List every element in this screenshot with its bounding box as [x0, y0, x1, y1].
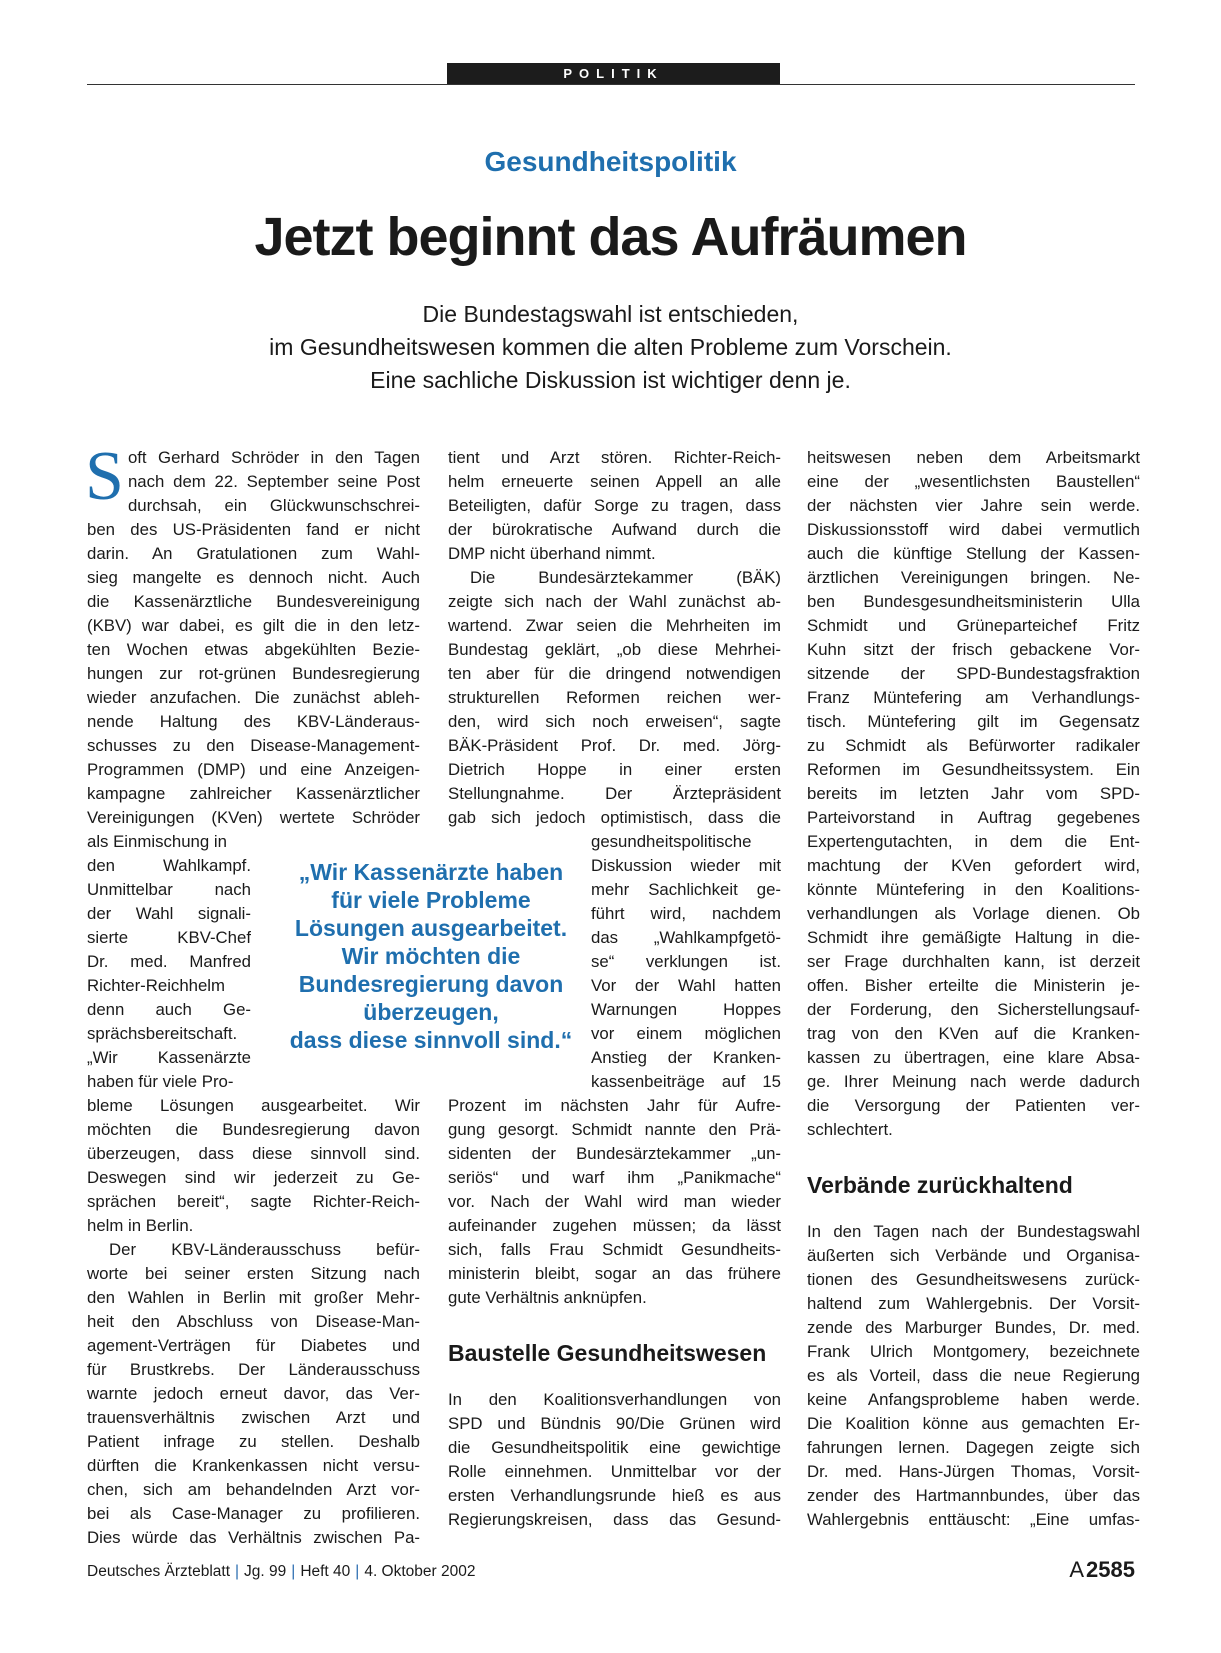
text-line: ben des US-Präsidenten fand er nicht — [87, 520, 420, 539]
text-line: die Kassenärztliche Bundesvereinigung — [87, 592, 420, 611]
text-line: der Forderung, den Sicherstellungsauf- — [807, 1000, 1140, 1019]
text-line: Rolle einnehmen. Unmittelbar vor der — [448, 1462, 781, 1481]
pull-quote-line: Wir möchten die — [341, 943, 521, 969]
text-line: helm in Berlin. — [87, 1216, 194, 1235]
text-line: ser Frage durchhalten kann, ist derzeit — [807, 952, 1140, 971]
text-line: BÄK-Präsident Prof. Dr. med. Jörg- — [448, 736, 781, 755]
text-line: darin. An Gratulationen zum Wahl- — [87, 544, 420, 563]
text-line: Dr. med. Manfred — [87, 952, 251, 971]
text-line: Patient infrage zu stellen. Deshalb — [87, 1432, 420, 1451]
text-line: denn auch Ge- — [87, 1000, 251, 1019]
text-line: den Wahlkampf. — [87, 856, 251, 875]
text-line: Unmittelbar nach — [87, 880, 251, 899]
text-line: Vereinigungen (KVen) wertete Schröder — [87, 808, 420, 827]
text-line: Schmidt und Grüneparteichef Fritz — [807, 616, 1140, 635]
lead-line: im Gesundheitswesen kommen die alten Probleme zum Vorschein. — [269, 334, 952, 360]
text-line: Der KBV-Länderausschuss befür- — [109, 1240, 420, 1259]
text-line: Dies würde das Verhältnis zwischen Pa- — [87, 1528, 420, 1547]
text-line: hungen zur rot-grünen Bundesregierung — [87, 664, 420, 683]
text-line: gung gesorgt. Schmidt nannte den Prä- — [448, 1120, 781, 1139]
text-line: keine Anfangsprobleme haben werde. — [807, 1390, 1140, 1409]
text-line: haben für viele Pro- — [87, 1072, 234, 1091]
text-line: oft Gerhard Schröder in den Tagen — [127, 448, 420, 467]
text-line: der Wahl signali- — [87, 904, 251, 923]
text-line: kampagne zahlreicher Kassenärztlicher — [87, 784, 420, 803]
text-line: trauensverhältnis zwischen Arzt und — [87, 1408, 420, 1427]
text-line: die Gesundheitspolitik eine gewichtige — [448, 1438, 781, 1457]
lead-line: Die Bundestagswahl ist entschieden, — [422, 301, 799, 327]
pull-quote — [272, 858, 590, 1054]
separator: | — [235, 1563, 240, 1580]
text-line: (KBV) war dabei, es gilt die in den letz- — [87, 616, 420, 635]
pull-quote-line: Bundesregierung davon — [298, 971, 564, 997]
text-line: Deswegen sind wir jederzeit zu Ge- — [87, 1168, 420, 1187]
text-line: bei als Case-Manager zu profilieren. — [87, 1504, 420, 1523]
text-line: nende Haltung des KBV-Länderaus- — [87, 712, 420, 731]
text-line: ersten Verhandlungsrunde hieß es aus — [448, 1486, 781, 1505]
text-line: es als Vorteil, dass die neue Regierung — [807, 1366, 1140, 1385]
subheading-verbaende: Verbände zurückhaltend — [807, 1172, 1073, 1198]
pull-quote-line: für viele Probleme — [331, 887, 531, 913]
text-line: Frank Ulrich Montgomery, bezeichnete — [807, 1342, 1140, 1361]
text-line: dürften die Krankenkassen nicht versu- — [87, 1456, 420, 1475]
text-line: se“ verklungen ist. — [591, 952, 781, 971]
text-line: SPD und Bündnis 90/Die Grünen wird — [448, 1414, 781, 1433]
text-line: „Wir Kassenärzte — [87, 1048, 251, 1067]
text-line: Die Bundesärztekammer (BÄK) — [470, 568, 781, 587]
text-line: gesundheitspolitische — [591, 832, 752, 851]
text-line: heitswesen neben dem Arbeitsmarkt — [807, 448, 1140, 467]
lead — [0, 298, 1221, 397]
issue-date: 4. Oktober 2002 — [364, 1563, 476, 1580]
subheading-baustelle: Baustelle Gesundheitswesen — [448, 1340, 767, 1366]
text-line: In den Tagen nach der Bundestagswahl — [807, 1222, 1140, 1241]
text-line: wieder anzufachen. Die zunächst ableh- — [87, 688, 420, 707]
issue: Heft 40 — [300, 1563, 351, 1580]
text-line: sieg mangelte es dennoch nicht. Auch — [87, 568, 420, 587]
pull-quote-line: Lösungen ausgearbeitet. — [294, 915, 568, 941]
text-line: ten aber für die dringend notwendigen — [448, 664, 781, 683]
text-line: gab sich jedoch optimistisch, dass die — [448, 808, 781, 827]
text-line: der bürokratische Aufwand durch die — [448, 520, 781, 539]
text-line: Parteivorstand in Auftrag gegebenes — [807, 808, 1140, 827]
pull-quote-line: überzeugen, — [363, 999, 499, 1025]
text-line: warnte jedoch erneut davor, das Ver- — [87, 1384, 420, 1403]
text-line: heit den Abschluss von Disease-Man- — [87, 1312, 420, 1331]
text-line: sich, falls Frau Schmidt Gesundheits- — [448, 1240, 781, 1259]
text-line: die Versorgung der Patienten ver- — [807, 1096, 1140, 1115]
text-line: trag von den KVen auf die Kranken- — [807, 1024, 1140, 1043]
text-line: agement-Verträgen für Diabetes und — [87, 1336, 420, 1355]
text-line: tient und Arzt stören. Richter-Reich- — [448, 448, 781, 467]
text-line: möchten die Bundesregierung davon — [87, 1120, 420, 1139]
lead-line: Eine sachliche Diskussion ist wichtiger denn je. — [370, 367, 851, 393]
text-line: Kuhn sitzt der frisch gebackene Vor- — [807, 640, 1140, 659]
separator: | — [291, 1563, 296, 1580]
text-line: ärztlichen Vereinigungen bringen. Ne- — [807, 568, 1140, 587]
text-line: sidenten der Bundesärztekammer „un- — [448, 1144, 781, 1163]
text-line: seriös“ und warf ihm „Panikmache“ — [448, 1168, 781, 1187]
text-line: ministerin bleibt, sogar an das frühere — [448, 1264, 781, 1283]
section-label: POLITIK — [447, 63, 780, 84]
kicker: Gesundheitspolitik — [484, 146, 737, 177]
text-line: In den Koalitionsverhandlungen von — [448, 1390, 781, 1409]
text-line: sprächen bereit“, sagte Richter-Reich- — [87, 1192, 420, 1211]
text-line: den Wahlen in Berlin mit großer Mehr- — [87, 1288, 420, 1307]
text-line: schlechtert. — [807, 1120, 893, 1139]
text-line: Prozent im nächsten Jahr für Aufre- — [448, 1096, 781, 1115]
text-line: den, wird sich noch erweisen“, sagte — [448, 712, 781, 731]
text-line: worte bei seiner ersten Sitzung nach — [87, 1264, 420, 1283]
text-line: Bundestag geklärt, „ob diese Mehrhei- — [448, 640, 781, 659]
text-line: kassen zu übertragen, eine klare Absa- — [807, 1048, 1140, 1067]
text-line: Vor der Wahl hatten — [591, 976, 781, 995]
separator: | — [355, 1563, 360, 1580]
text-line: wartend. Zwar seien die Mehrheiten im — [448, 616, 781, 635]
text-line: haltend zum Wahlergebnis. Der Vorsit- — [807, 1294, 1140, 1313]
text-line: Expertengutachten, in dem die Ent- — [807, 832, 1140, 851]
text-line: gute Verhältnis anknüpfen. — [448, 1288, 647, 1307]
pull-quote-line: dass diese sinnvoll sind.“ — [289, 1027, 573, 1053]
text-line: überzeugen, dass diese sinnvoll sind. — [87, 1144, 420, 1163]
text-line: helm erneuerte seinen Appell an alle — [448, 472, 781, 491]
text-line: ge. Ihrer Meinung nach werde dadurch — [807, 1072, 1140, 1091]
text-line: Wahlergebnis enttäuscht: „Eine umfas- — [807, 1510, 1140, 1529]
text-line: machtung der KVen gefordert wird, — [807, 856, 1140, 875]
text-line: zender des Hartmannbundes, über das — [807, 1486, 1140, 1505]
text-line: bereits im letzten Jahr vom SPD- — [807, 784, 1140, 803]
text-line: ben Bundesgesundheitsministerin Ulla — [807, 592, 1140, 611]
text-line: offen. Bisher erteilte die Ministerin je- — [807, 976, 1140, 995]
text-line: zu Schmidt als Befürworter radikaler — [807, 736, 1140, 755]
text-line: sierte KBV-Chef — [87, 928, 251, 947]
text-line: fahrungen lernen. Dagegen zeigte sich — [807, 1438, 1140, 1457]
text-line: tisch. Müntefering gilt im Gegensatz — [807, 712, 1140, 731]
text-line: schusses zu den Disease-Management- — [87, 736, 420, 755]
text-line: vor. Nach der Wahl wird man wieder — [448, 1192, 781, 1211]
text-line: Richter-Reichhelm — [87, 976, 226, 995]
text-line: Dietrich Hoppe in einer ersten — [448, 760, 781, 779]
text-line: verhandlungen als Vorlage dienen. Ob — [807, 904, 1140, 923]
text-line: auch die künftige Stellung der Kassen- — [807, 544, 1140, 563]
text-line: als Einmischung in — [87, 832, 227, 851]
text-line: mehr Sachlichkeit ge- — [591, 880, 781, 899]
text-line: durchsah, ein Glückwunschschrei- — [127, 496, 420, 515]
text-line: chen, sich am behandelnden Arzt vor- — [87, 1480, 420, 1499]
text-line: könnte Müntefering in den Koalitions- — [807, 880, 1140, 899]
top-rule — [87, 84, 1135, 85]
page-value: 2585 — [1086, 1557, 1135, 1582]
text-line: nach dem 22. September seine Post — [127, 472, 420, 491]
text-line: vor einem möglichen — [591, 1024, 781, 1043]
text-line: Regierungskreisen, dass das Gesund- — [448, 1510, 781, 1529]
text-line: Die Koalition könne aus gemachten Er- — [807, 1414, 1140, 1433]
journal-name: Deutsches Ärzteblatt — [87, 1563, 231, 1580]
text-line: Warnungen Hoppes — [591, 1000, 781, 1019]
page-prefix: A — [1069, 1557, 1085, 1582]
text-line: äußerten sich Verbände und Organisa- — [807, 1246, 1140, 1265]
text-line: für Brustkrebs. Der Länderausschuss — [87, 1360, 420, 1379]
text-line: sitzende der SPD-Bundestagsfraktion — [807, 664, 1140, 683]
text-line: Diskussion wieder mit — [591, 856, 781, 875]
pull-quote-line: „Wir Kassenärzte haben — [298, 859, 564, 885]
footer — [87, 1563, 476, 1581]
text-line: strukturellen Reformen reichen wer- — [448, 688, 781, 707]
text-line: das „Wahlkampfgetö- — [591, 928, 781, 947]
text-line: eine der „wesentlichsten Baustellen“ — [807, 472, 1140, 491]
text-line: ten Wochen etwas abgekühlten Bezie- — [87, 640, 420, 659]
text-line: tionen des Gesundheitswesens zurück- — [807, 1270, 1140, 1289]
drop-cap: S — [85, 438, 124, 515]
column-3 — [807, 446, 1140, 1532]
text-line: Anstieg der Kranken- — [591, 1048, 781, 1067]
text-line: Reformen im Gesundheitssystem. Ein — [807, 760, 1140, 779]
text-line: Schmidt ihre gemäßigte Haltung in die- — [807, 928, 1140, 947]
text-line: Programmen (DMP) und eine Anzeigen- — [87, 760, 420, 779]
text-line: Diskussionsstoff wird dabei vermutlich — [807, 520, 1140, 539]
volume: Jg. 99 — [244, 1563, 287, 1580]
text-line: zende des Marburger Bundes, Dr. med. — [807, 1318, 1140, 1337]
text-line: DMP nicht überhand nimmt. — [448, 544, 656, 563]
text-line: führt wird, nachdem — [591, 904, 781, 923]
text-line: sprächsbereitschaft. — [87, 1024, 238, 1043]
text-line: Dr. med. Hans-Jürgen Thomas, Vorsit- — [807, 1462, 1140, 1481]
text-line: der nächsten vier Jahre sein werde. — [807, 496, 1140, 515]
text-line: kassenbeiträge auf 15 — [591, 1072, 781, 1091]
headline: Jetzt beginnt das Aufräumen — [254, 207, 967, 267]
page-number — [1069, 1557, 1135, 1583]
text-line: Stellungnahme. Der Ärztepräsident — [448, 784, 781, 803]
text-line: Franz Müntefering am Verhandlungs- — [807, 688, 1140, 707]
text-line: bleme Lösungen ausgearbeitet. Wir — [87, 1096, 420, 1115]
text-line: aufeinander zugehen müssen; da lässt — [448, 1216, 781, 1235]
text-line: zeigte sich nach der Wahl zunächst ab- — [448, 592, 781, 611]
text-line: Beteiligten, dafür Sorge zu tragen, dass — [448, 496, 781, 515]
